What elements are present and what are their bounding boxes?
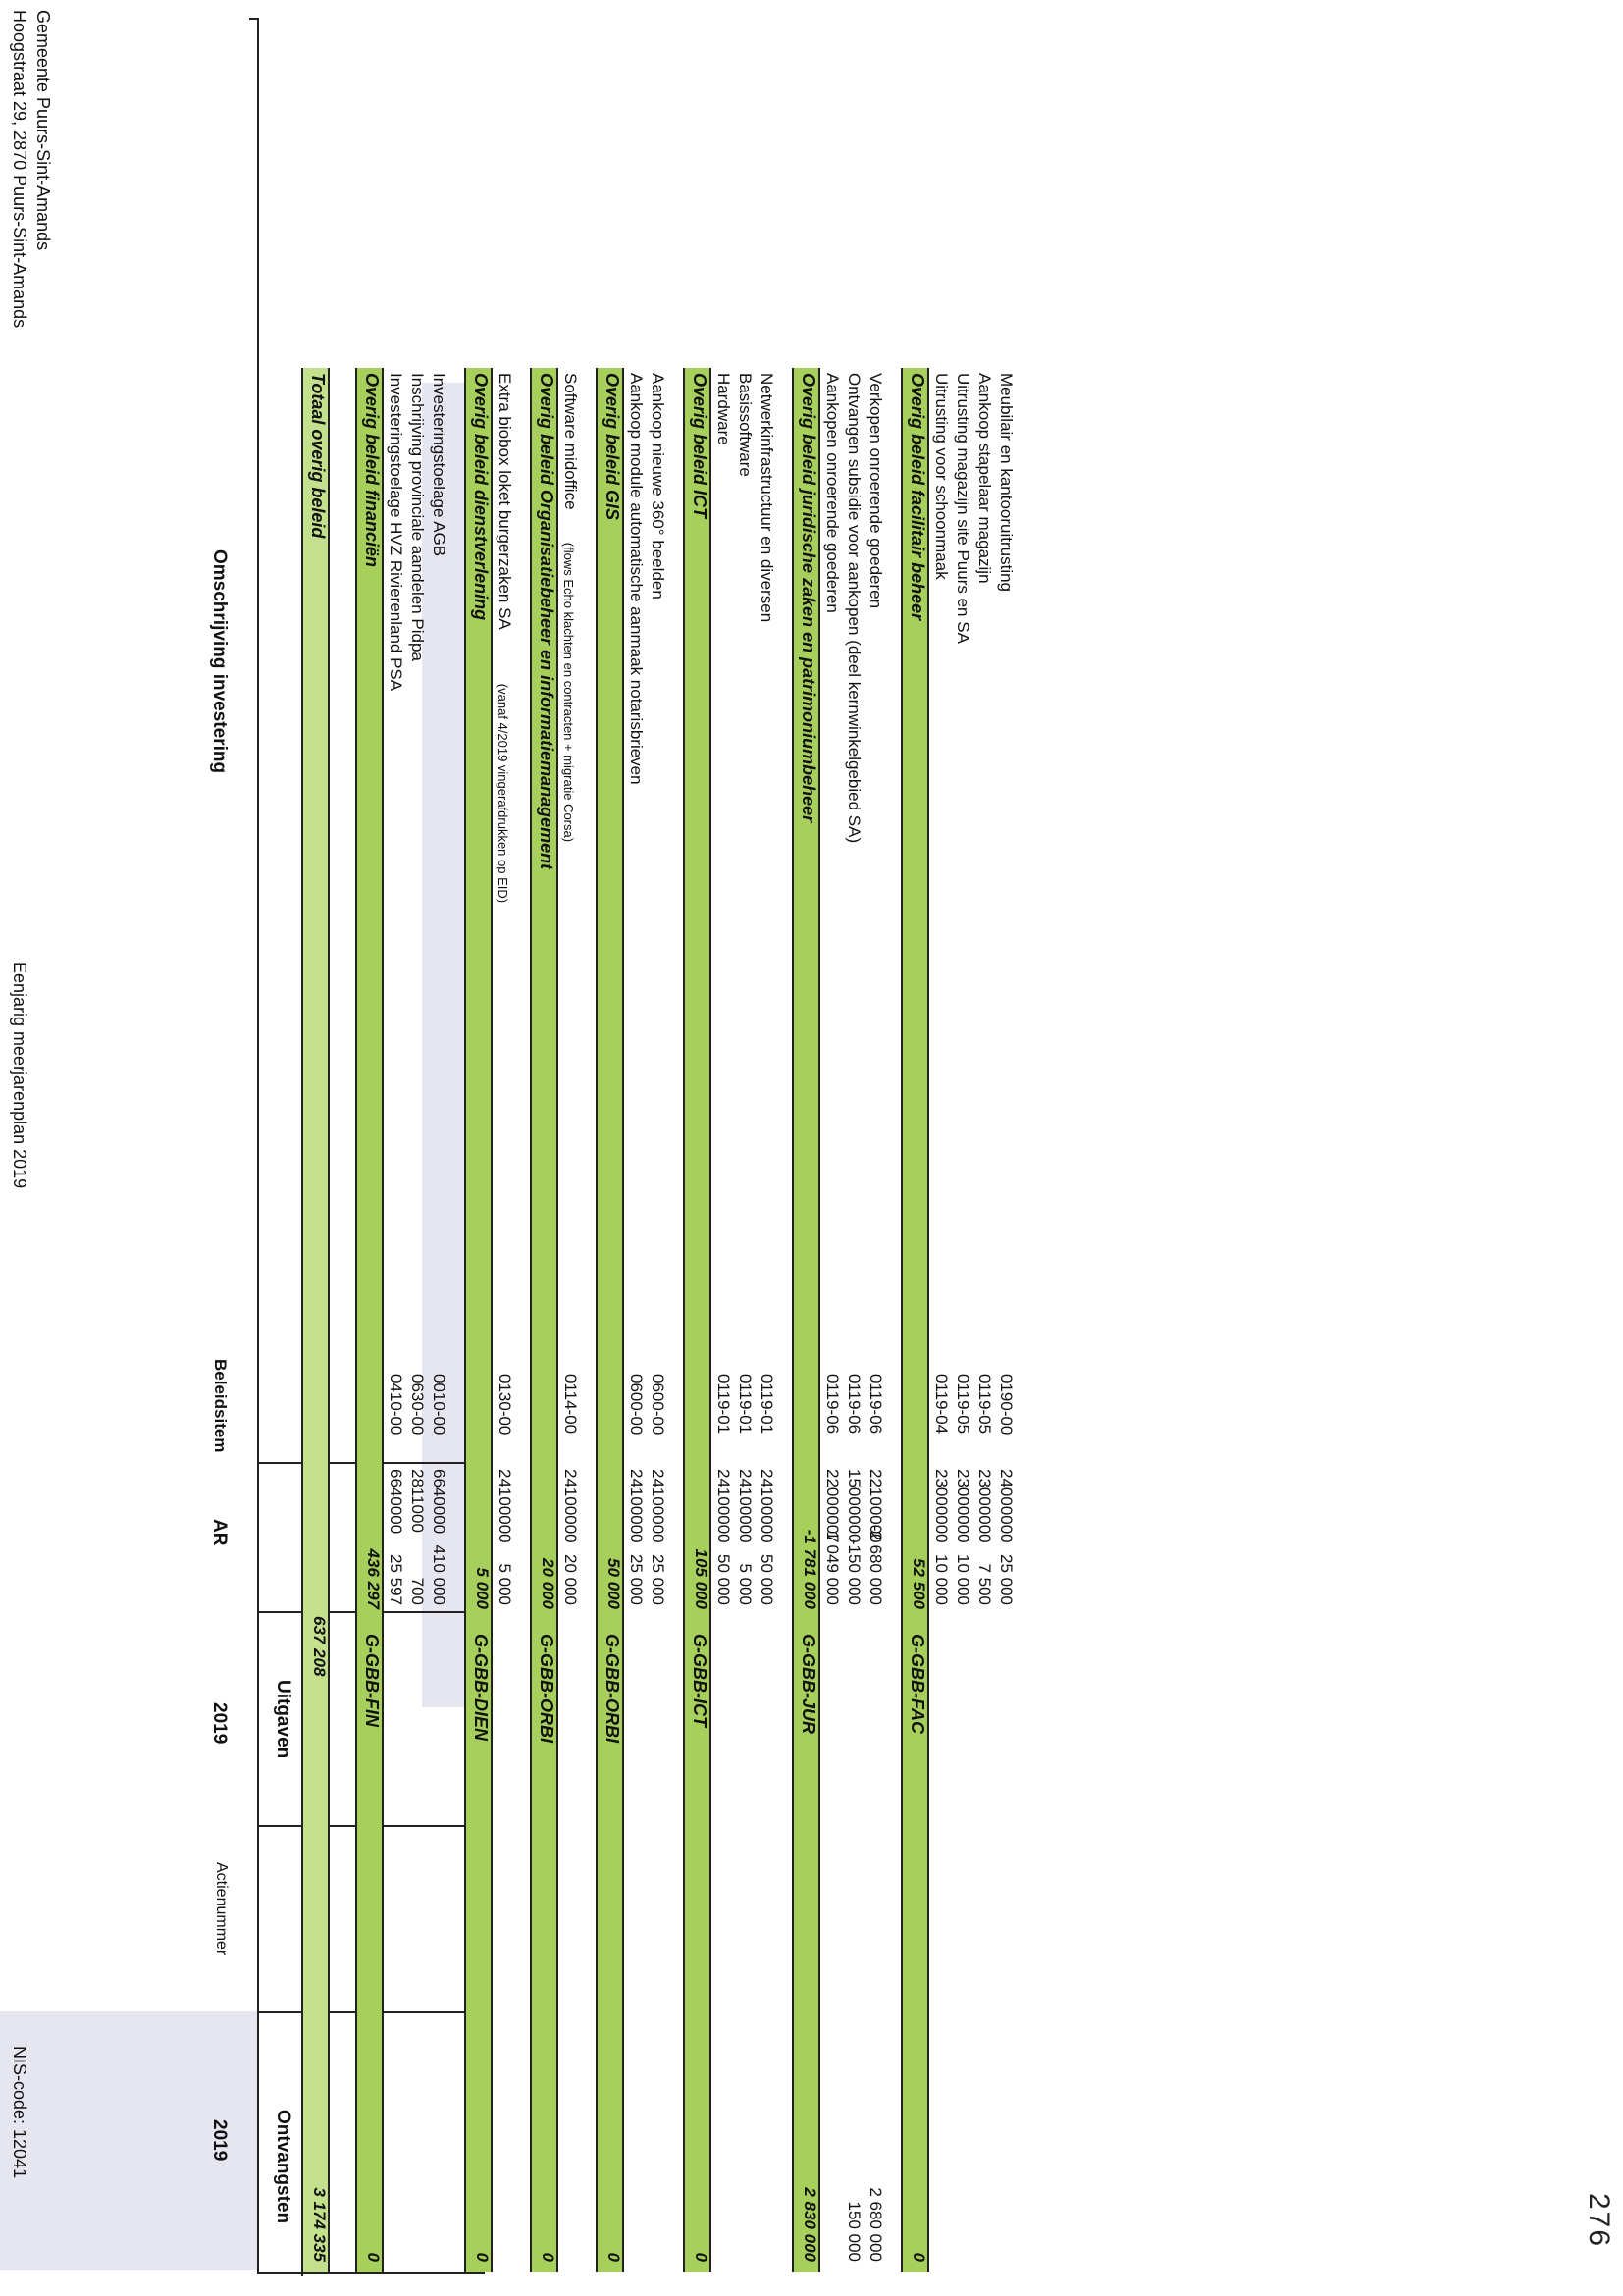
row-description: Uitrusting magazijn site Puurs en SA [954,373,972,644]
section-title: Overig beleid juridische zaken en patrimoniumbeheer [799,373,818,823]
row-description: Extra biobox loket burgerzaken SA [496,373,514,630]
header-expenses-group: Uitgaven [273,1680,293,1759]
row-expenses: 25 000 [627,1554,646,1605]
section-income: 0 [692,2252,710,2262]
section-bar [355,368,384,2272]
row-ar: 6640000 [430,1469,448,1535]
section-title: Overig beleid ICT [690,373,709,519]
row-policy-item: 0119-06 [845,1374,864,1435]
row-ar: 24100000 [649,1469,667,1543]
total-income: 3 174 335 [310,2187,329,2262]
section-action: G-GBB-JUR [799,1634,818,1734]
row-income: 2 680 000 [866,2187,885,2262]
row-expenses: 10 000 [954,1554,972,1605]
section-action: G-GBB-FAC [908,1634,927,1734]
row-policy-item: 0600-00 [649,1374,667,1435]
section-expenses: 5 000 [473,1567,492,1609]
row-description: Investeringstoelage HVZ Rivierenland PSA [387,373,405,692]
section-bar [596,368,624,2272]
row-policy-item: 0114-00 [561,1374,580,1435]
row-policy-item: 0410-00 [387,1374,405,1435]
footer-nis-code: NIS-code: 12041 [10,2046,29,2179]
section-income: 0 [473,2252,492,2262]
row-expenses: 20 000 [561,1554,580,1605]
section-expenses: 105 000 [692,1548,710,1609]
row-ar: 23000000 [975,1469,994,1543]
row-description: Aankopen onroerende goederen [823,373,842,613]
row-expenses: 410 000 [430,1544,448,1605]
section-title: Overig beleid dienstverlening [471,373,491,621]
section-bar [464,368,493,2272]
section-title: Overig beleid GIS [602,373,622,521]
row-income: 150 000 [845,2201,864,2262]
row-expenses: 25 597 [387,1554,405,1605]
row-policy-item: 0190-00 [997,1374,1016,1435]
row-ar: 23000000 [954,1469,972,1543]
row-description: Aankoop module automatische aanmaak notarisbrieven [627,373,646,785]
section-action: G-GBB-ORBI [537,1634,556,1743]
header-income-group: Ontvangsten [273,2110,293,2224]
row-note: (vanaf 4/2019 vingerafdrukken op EID) [496,683,510,904]
section-income: 0 [604,2252,623,2262]
row-ar: 24000000 [997,1469,1016,1543]
section-action: G-GBB-FIN [362,1634,382,1727]
row-expenses: 25 000 [649,1554,667,1605]
row-ar: 6640000 [387,1469,405,1535]
row-ar: 24100000 [714,1469,733,1543]
row-description: Inschrijving provinciale aandelen Pidpa [408,373,427,661]
row-policy-item: 0119-01 [714,1374,733,1435]
header-policy-item: Beleidsitem [211,1359,230,1453]
row-note: (flows Echo klachten en contracten + migratie Corsa) [561,542,576,843]
section-income: 0 [364,2252,383,2262]
row-description: Basissoftware [736,373,755,477]
row-policy-item: 0119-04 [932,1374,951,1435]
section-title: Overig beleid Organisatiebeheer en informatiemanagement [537,373,556,870]
row-expenses: -150 000 [845,1539,864,1605]
row-ar: 24100000 [627,1469,646,1543]
row-expenses: 50 000 [714,1554,733,1605]
section-bar [683,368,711,2272]
row-description: Investeringstoelage AGB [430,373,448,557]
section-title: Overig beleid facilitair beheer [908,373,927,621]
row-description: Hardware [714,373,733,445]
row-ar: 24100000 [496,1469,514,1543]
header-action-number: Actienummer [213,1862,230,1956]
total-expenses [309,1616,330,1617]
total-bar [301,368,330,2272]
row-ar: 24100000 [561,1469,580,1543]
row-expenses: -2 680 000 [866,1525,885,1605]
footer-document: Eenjarig meerjarenplan 2019 [10,962,29,1189]
row-ar: 24100000 [736,1469,755,1543]
row-policy-item: 0119-01 [736,1374,755,1435]
footer-address: Hoogstraat 29, 2870 Puurs-Sint-Amands [10,10,29,329]
header-income-year: 2019 [209,2119,230,2162]
row-ar: 22000007 [823,1469,842,1543]
row-ar: 23000000 [932,1469,951,1543]
row-ar: 22100000 [866,1469,885,1543]
row-expenses: 1 049 000 [823,1531,842,1605]
row-expenses: 5 000 [736,1563,755,1605]
header-expenses-year: 2019 [209,1702,230,1745]
row-expenses: 50 000 [758,1554,776,1605]
row-description: Netwerkinfrastructuur en diversen [758,373,776,623]
section-title: Overig beleid financiën [362,373,382,568]
section-income: 2 830 000 [801,2187,819,2262]
row-policy-item: 0010-00 [430,1374,448,1435]
row-policy-item: 0119-05 [975,1374,994,1435]
row-policy-item: 0119-05 [954,1374,972,1435]
section-expenses: 436 297 [364,1548,383,1609]
row-policy-item: 0119-01 [758,1374,776,1435]
row-policy-item: 0130-00 [496,1374,514,1435]
row-policy-item: 0600-00 [627,1374,646,1435]
section-action: G-GBB-DIEN [471,1634,491,1741]
section-bar [901,368,929,2272]
section-expenses: 52 500 [910,1558,928,1609]
row-description: Verkopen onroerende goederen [866,373,885,609]
row-expenses: 10 000 [932,1554,951,1605]
header-description: Omschrijving investering [209,549,230,774]
section-expenses: 50 000 [604,1558,623,1609]
section-action: G-GBB-ICT [690,1634,709,1727]
section-income: 0 [539,2252,557,2262]
row-ar: 24100000 [758,1469,776,1543]
section-income: 0 [910,2252,928,2262]
row-policy-item: 0630-00 [408,1374,427,1435]
section-expenses: 20 000 [539,1558,557,1609]
row-description: Aankoop stapelaar magazijn [975,373,994,584]
row-description: Aankoop nieuwe 360° beelden [649,373,667,600]
row-policy-item: 0119-06 [866,1374,885,1435]
header-ar: AR [209,1519,230,1546]
row-expenses: 5 000 [496,1563,514,1605]
section-expenses: -1 781 000 [801,1529,819,1609]
row-description: Meubilair en kantooruitrusting [997,373,1016,593]
row-description: Ontvangen subsidie voor aankopen (deel kernwinkelgebied SA) [845,373,864,844]
row-ar: 2811000 [408,1469,427,1533]
footer-municipality: Gemeente Puurs-Sint-Amands [33,10,53,251]
row-policy-item: 0119-06 [823,1374,842,1435]
row-ar: 15000000 [845,1469,864,1543]
row-expenses: 7 500 [975,1563,994,1605]
section-action: G-GBB-ORBI [602,1634,622,1743]
page-number: 276 [1583,2193,1615,2249]
row-expenses: 25 000 [997,1554,1016,1605]
row-expenses: 700 [408,1577,427,1605]
row-description: Uitrusting voor schoonmaak [932,373,951,580]
row-description: Software midoffice [561,373,580,510]
total-label: Totaal overig beleid [308,373,328,539]
